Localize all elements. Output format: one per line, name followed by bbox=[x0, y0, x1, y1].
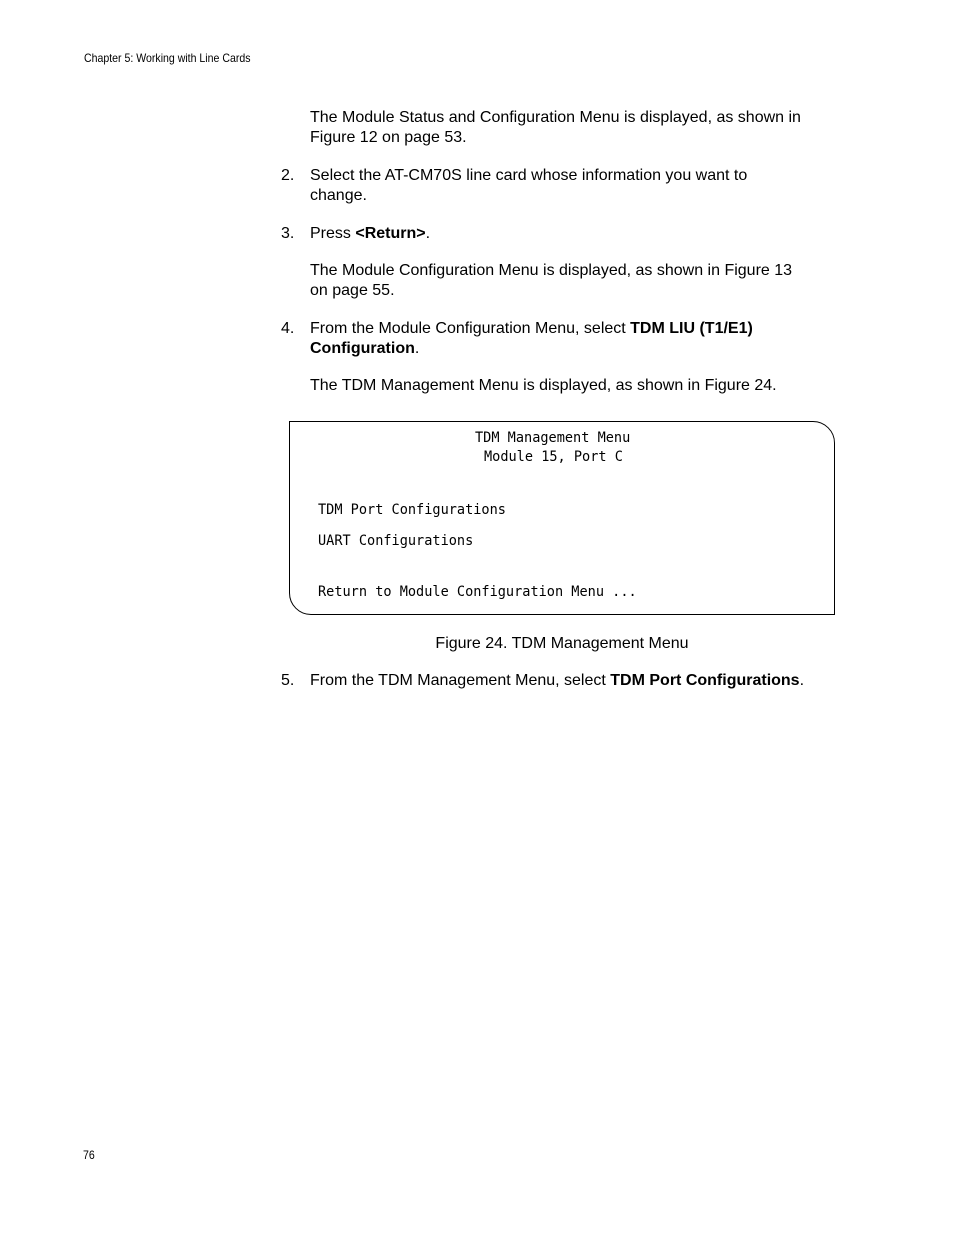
step-3-note bbox=[310, 261, 850, 301]
step-3-text bbox=[310, 224, 850, 244]
step-number: 4. bbox=[281, 320, 295, 337]
step-2-line-1: Select the AT-CM70S line card whose information you want to bbox=[310, 167, 748, 184]
step-5-prefix: From the TDM Management Menu, select bbox=[310, 672, 611, 689]
step-5-bold: TDM Port Configurations bbox=[610, 672, 800, 689]
step-2-text bbox=[310, 166, 850, 206]
terminal-screen bbox=[289, 421, 835, 615]
terminal-menu-item-uart[interactable]: UART Configurations bbox=[318, 532, 474, 549]
figure-caption: Figure 24. TDM Management Menu bbox=[435, 635, 689, 652]
terminal-subtitle: Module 15, Port C bbox=[484, 448, 623, 465]
step-3-prefix: Press bbox=[310, 225, 356, 242]
step-5-suffix: . bbox=[799, 672, 805, 689]
step-5-text bbox=[310, 671, 850, 691]
step-number: 3. bbox=[281, 225, 295, 242]
page-number: 76 bbox=[83, 1148, 95, 1162]
terminal-title: TDM Management Menu bbox=[475, 429, 631, 446]
step-4-bold-2: Configuration bbox=[310, 340, 415, 357]
step-3-return-key: <Return> bbox=[355, 225, 426, 242]
terminal-menu-item-return[interactable]: Return to Module Configuration Menu ... bbox=[318, 583, 637, 600]
step-3-note-line-1: The Module Configuration Menu is displayed, as shown in Figure 13 bbox=[310, 262, 793, 279]
step-4-suffix: . bbox=[414, 340, 420, 357]
step-3-suffix: . bbox=[425, 225, 431, 242]
intro-line-2: Figure 12 on page 53. bbox=[310, 129, 467, 146]
terminal-menu-item-tdm-port[interactable]: TDM Port Configurations bbox=[318, 501, 506, 518]
step-4-line-1 bbox=[310, 319, 850, 339]
intro-line-1: The Module Status and Configuration Menu is displayed, as shown in bbox=[310, 109, 801, 126]
step-4-line-2 bbox=[310, 339, 850, 359]
step-2-line-2: change. bbox=[310, 187, 367, 204]
step-4-text bbox=[310, 319, 850, 359]
step-number: 2. bbox=[281, 167, 295, 184]
step-number: 5. bbox=[281, 672, 295, 689]
running-header: Chapter 5: Working with Line Cards bbox=[84, 51, 251, 65]
intro-paragraph bbox=[310, 108, 850, 148]
step-4-prefix: From the Module Configuration Menu, select bbox=[310, 320, 631, 337]
step-4-bold-1: TDM LIU (T1/E1) bbox=[630, 320, 753, 337]
step-3-note-line-2: on page 55. bbox=[310, 282, 395, 299]
step-4-note: The TDM Management Menu is displayed, as shown in Figure 24. bbox=[310, 377, 777, 394]
